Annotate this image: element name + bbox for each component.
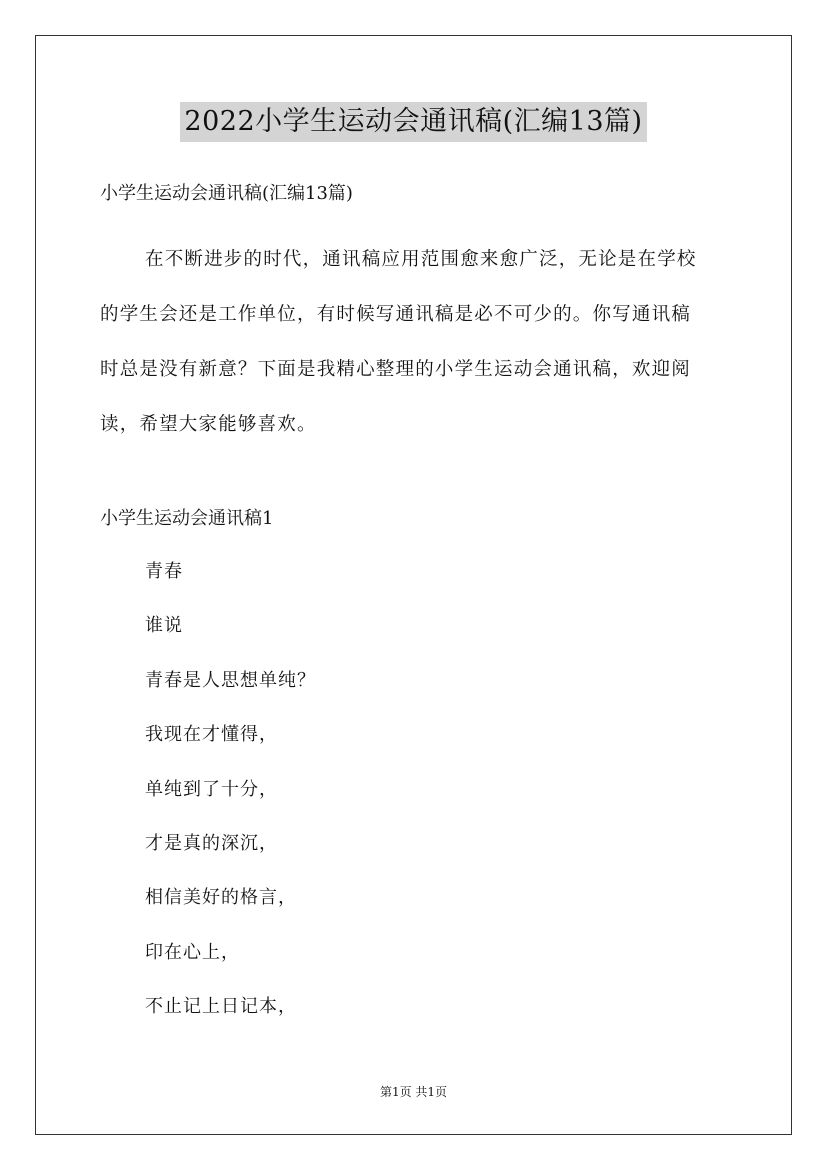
section-heading: 小学生运动会通讯稿1 [100, 508, 274, 529]
intro-paragraph [100, 232, 732, 452]
intro-line: 的学生会还是工作单位，有时候写通讯稿是必不可少的。你写通讯稿 [100, 304, 692, 325]
document-subtitle: 小学生运动会通讯稿(汇编13篇) [100, 183, 353, 204]
poem-line: 我现在才懂得， [145, 724, 278, 746]
poem-line: 青春是人思想单纯？ [145, 669, 316, 691]
poem-line: 才是真的深沉， [145, 832, 278, 854]
poem-line: 单纯到了十分， [145, 778, 278, 800]
poem [145, 558, 316, 1048]
page-footer: 第1页 共1页 [379, 1085, 448, 1099]
title-container [0, 102, 827, 142]
poem-line: 相信美好的格言， [145, 887, 297, 909]
poem-line: 不止记上日记本， [145, 996, 297, 1018]
intro-line: 读，希望大家能够喜欢。 [100, 414, 317, 435]
poem-line: 印在心上， [145, 941, 240, 963]
poem-line: 青春 [145, 561, 183, 582]
document-title: 2022小学生运动会通讯稿(汇编13篇) [180, 102, 646, 142]
intro-line: 在不断进步的时代，通讯稿应用范围愈来愈广泛，无论是在学校 [145, 249, 697, 270]
intro-line: 时总是没有新意？下面是我精心整理的小学生运动会通讯稿，欢迎阅 [100, 359, 692, 380]
poem-line: 谁说 [145, 615, 183, 637]
